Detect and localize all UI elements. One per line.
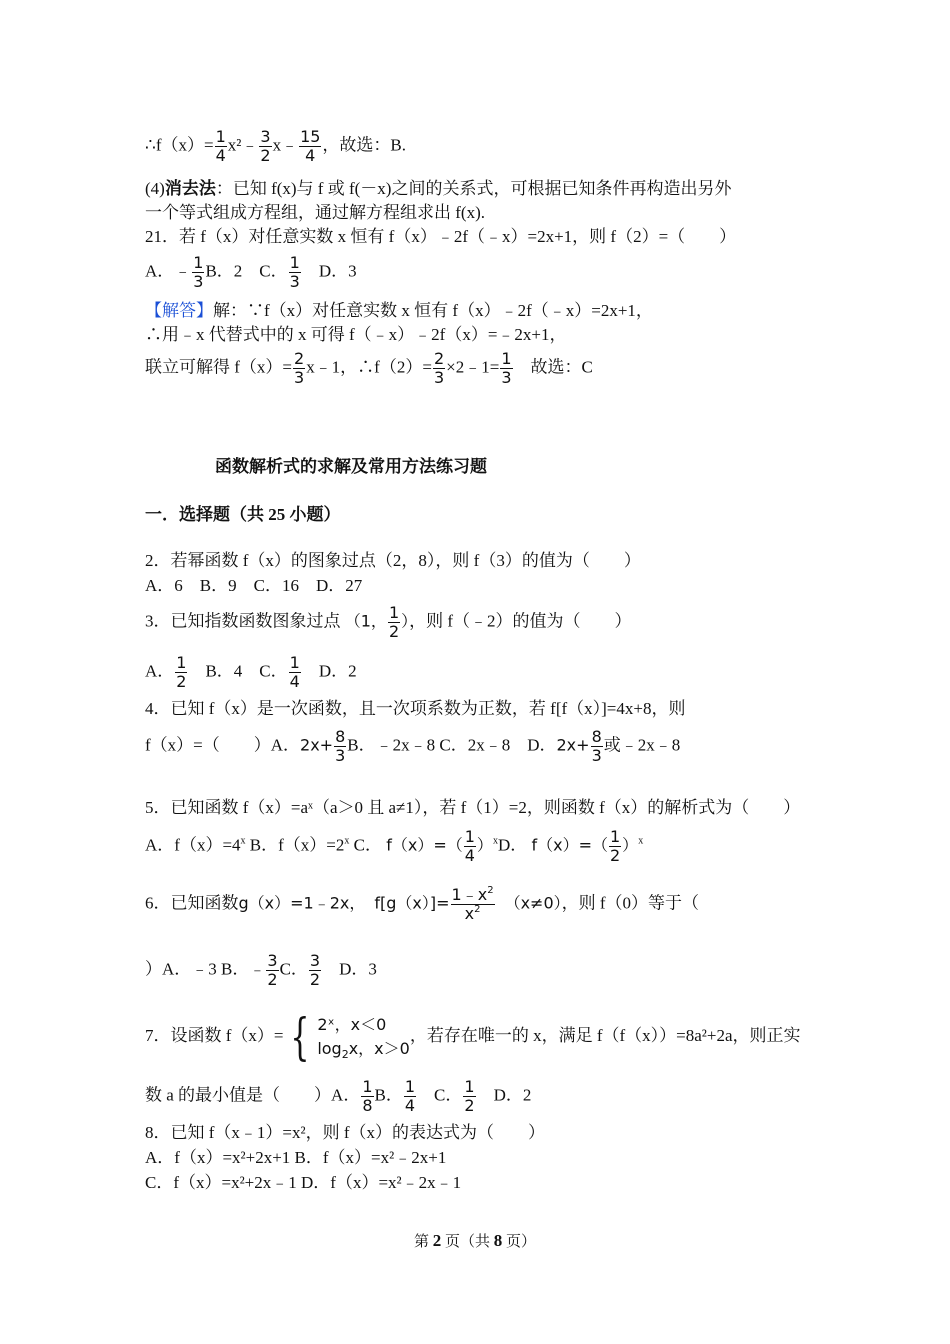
question-2: 2．若幂函数 f（x）的图象过点（2，8），则 f（3）的值为（ ）: [145, 551, 641, 570]
question-7: 7．设函数 f（x）= { 2ˣ，x＜0 $\log_2x$，x＞0 ，若存在唯一的 x，满足 f（f（x））=8a²+2a，则正实: [145, 1008, 801, 1066]
question-6: 6．已知函数g（x）=1﹣2x， f[g（x）]= $\frac{1﹣x^2}{x^2}$ （x≠0），则 f（0）等于（: [145, 885, 700, 923]
question-3: 3．已知指数函数图象过点 （1， $\frac{1}{2}$ ），则 f（﹣2）的值为（ ）: [145, 603, 632, 641]
fraction: $\frac{1}{4}$: [464, 827, 475, 865]
question-21: 21．若 f（x）对任意实数 x 恒有 f（x）﹣2f（﹣x）=2x+1，则 f（2）=（ ）: [145, 227, 737, 246]
fraction: $\frac{1}{2}$: [464, 1077, 475, 1115]
question-8-options-ab: A．f（x）=x²+2x+1 B．f（x）=x²﹣2x+1: [145, 1148, 447, 1167]
method-4-line-1: (4)消去法：已知 f(x)与 f 或 f(－x)之间的关系式，可根据已知条件再构造出另外: [145, 179, 732, 198]
fraction: $\frac{8}{3}$: [335, 727, 346, 765]
answer-21-line-2: ∴用﹣x 代替式中的 x 可得 f（﹣x）﹣2f（x）=﹣2x+1，: [145, 325, 567, 344]
question-7-options: 数 a 的最小值是（ ）A． $\frac{1}{8}$ B． $\frac{1}{4}$ C． $\frac{1}{2}$ D．2: [145, 1077, 532, 1115]
fraction: $\frac{1}{4}$: [215, 127, 226, 165]
fraction: $\frac{1}{4}$: [404, 1077, 416, 1115]
question-5: 5．已知函数 f（x）=aˣ（a＞0 且 a≠1），若 f（1）=2，则函数 f（x）的解析式为（ ）: [145, 798, 801, 817]
question-8-options-cd: C．f（x）=x²+2x﹣1 D．f（x）=x²﹣2x﹣1: [145, 1173, 462, 1192]
answer-line-1: ∴f（x）= $\frac{1}{4}$ x²﹣ $\frac{3}{2}$ x﹣ $\frac{15}{4}$ ，故选：B.: [145, 127, 407, 165]
fraction: $\frac{1}{4}$: [289, 653, 300, 691]
fraction: $\frac{3}{2}$: [267, 951, 278, 989]
fraction: $\frac{1}{8}$: [362, 1077, 373, 1115]
question-6-options: ）A．﹣3 B．﹣ $\frac{3}{2}$ C． $\frac{3}{2}$ D．3: [145, 951, 377, 989]
fraction: $\frac{1}{2}$: [388, 603, 400, 641]
section-heading: 一．选择题（共 25 小题）: [145, 505, 341, 524]
piecewise-function: { 2ˣ，x＜0 $\log_2x$，x＞0: [289, 1008, 410, 1066]
fraction: $\frac{15}{4}$: [300, 127, 321, 165]
question-2-options: A．6 B．9 C．16 D．27: [145, 576, 363, 595]
question-5-options: A．$f(x)=4^x$ B．$f(x)=2^x$ C． f（x）=（ $\frac{1}{4}$ ）$^x$D． f（x）=（ $\frac{1}{2}$ ）$^x$: [145, 827, 644, 865]
answer-21-line-3: 联立可解得 f（x）= $\frac{2}{3}$ x﹣1，∴f（2）= $\frac{2}{3}$ ×2﹣1= $\frac{1}{3}$ 故选：C: [145, 349, 593, 387]
method-4-line-2: 一个等式组成方程组，通过解方程组求出 f(x).: [145, 203, 485, 222]
fraction: $\frac{1﹣x^2}{x^2}$: [451, 885, 494, 923]
fraction: $\frac{1}{3}$: [501, 349, 512, 387]
fraction: $\frac{2}{3}$: [433, 349, 445, 387]
question-3-options: A． $\frac{1}{2}$ B．4 C． $\frac{1}{4}$ D．2: [145, 653, 357, 691]
fraction: $\frac{8}{3}$: [591, 727, 602, 765]
fraction: $\frac{1}{2}$: [609, 827, 621, 865]
page-title: 函数解析式的求解及常用方法练习题: [215, 457, 487, 476]
fraction: $\frac{3}{2}$: [309, 951, 321, 989]
fraction: $\frac{3}{2}$: [260, 127, 271, 165]
answer-tag: 【解答】: [145, 301, 213, 320]
fraction: $\frac{1}{3}$: [193, 253, 204, 291]
answer-21-line-1: 【解答】解：∵f（x）对任意实数 x 恒有 f（x）﹣2f（﹣x）=2x+1，: [145, 301, 653, 320]
question-8: 8．已知 f（x﹣1）=x²，则 f（x）的表达式为（ ）: [145, 1123, 546, 1142]
question-21-options: A．﹣ $\frac{1}{3}$ B．2 C． $\frac{1}{3}$ D．3: [145, 253, 357, 291]
page-footer: 第 2 页（共 8 页）: [413, 1231, 537, 1250]
fraction: $\frac{2}{3}$: [294, 349, 305, 387]
fraction: $\frac{1}{3}$: [289, 253, 300, 291]
question-4-options: f（x）=（ ）A．2x+ $\frac{8}{3}$ B．﹣2x﹣8 C．2x﹣8 D．2x+ $\frac{8}{3}$ 或﹣2x﹣8: [145, 727, 681, 765]
fraction: $\frac{1}{2}$: [176, 653, 187, 691]
question-4: 4．已知 f（x）是一次函数，且一次项系数为正数，若 f[f（x）]=4x+8，则: [145, 699, 686, 718]
